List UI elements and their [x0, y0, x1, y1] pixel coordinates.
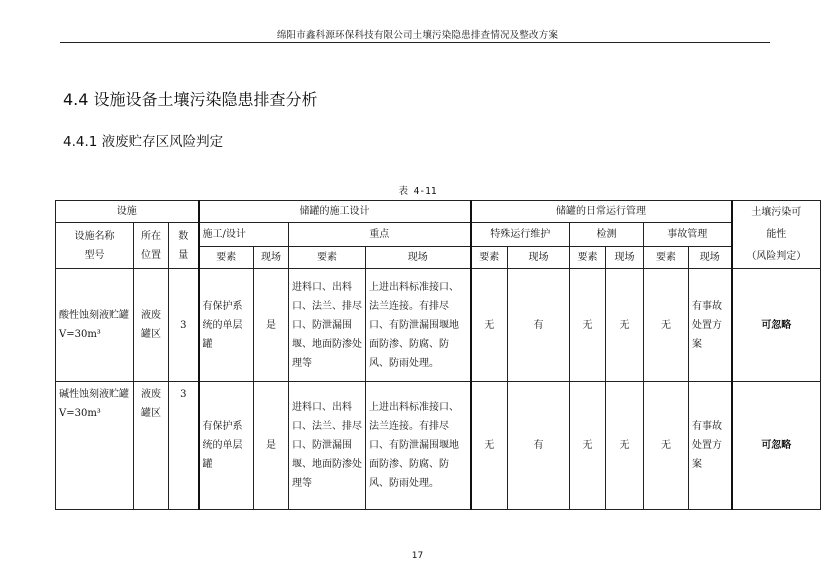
- cell-location: 液废罐区: [134, 269, 169, 382]
- risk-assessment-table: [55, 200, 821, 510]
- header-maintenance: 特殊运行维护: [471, 223, 570, 247]
- table-row: [56, 382, 821, 510]
- header-name: 设施名称 型号: [56, 223, 134, 269]
- cell-key-site: 上进出料标准接口、法兰连接。有排尽口、有防泄漏围堰地面防渗、防腐、防风、防雨处理。: [366, 382, 471, 510]
- subheader-site: 现场: [254, 247, 289, 269]
- cell-design-element: 有保护系统的单层罐: [199, 382, 254, 510]
- cell-name: 碱性蚀刻液贮罐 V=30m³: [56, 382, 134, 510]
- subheader-site: 现场: [689, 247, 732, 269]
- subheader-site: 现场: [366, 247, 471, 269]
- header-keypoints: 重点: [289, 223, 471, 247]
- cell-accident-site: 有事故处置方案: [689, 382, 732, 510]
- header-qty: 数 量: [169, 223, 199, 269]
- cell-key-element: 进料口、出料口、法兰、排尽口、防泄漏围堰、地面防渗处理等: [289, 269, 366, 382]
- cell-maint-element: 无: [471, 382, 508, 510]
- cell-key-element: 进料口、出料口、法兰、排尽口、防泄漏围堰、地面防渗处理等: [289, 382, 366, 510]
- table-caption: 表 4-11: [398, 186, 437, 197]
- table-row: [56, 269, 821, 382]
- cell-accident-site: 有事故处置方案: [689, 269, 732, 382]
- cell-location: 液废罐区: [134, 382, 169, 510]
- header-design: 施工/设计: [199, 223, 289, 247]
- cell-qty: 3: [169, 382, 199, 510]
- cell-design-element: 有保护系统的单层罐: [199, 269, 254, 382]
- subheader-element: 要素: [471, 247, 508, 269]
- cell-maint-site: 有: [508, 269, 570, 382]
- header-facility: 设施: [56, 201, 199, 223]
- subheader-site: 现场: [508, 247, 570, 269]
- subheader-element: 要素: [289, 247, 366, 269]
- cell-maint-site: 有: [508, 382, 570, 510]
- subheader-element: 要素: [570, 247, 606, 269]
- cell-accident-element: 无: [644, 269, 689, 382]
- header-accident: 事故管理: [644, 223, 732, 247]
- subheader-site: 现场: [606, 247, 644, 269]
- header-construction: 储罐的施工设计: [199, 201, 471, 223]
- page-number: 17: [411, 551, 424, 561]
- header-operation: 储罐的日常运行管理: [471, 201, 732, 223]
- cell-key-site: 上进出料标准接口、法兰连接。有排尽口、有防泄漏围堰地面防渗、防腐、防风、防雨处理。: [366, 269, 471, 382]
- cell-inspect-site: 无: [606, 382, 644, 510]
- cell-name: 酸性蚀刻液贮罐 V=30m³: [56, 269, 134, 382]
- cell-design-site: 是: [254, 269, 289, 382]
- cell-risk: 可忽略: [732, 382, 821, 510]
- cell-inspect-element: 无: [570, 382, 606, 510]
- document-header: 绵阳市鑫科源环保科技有限公司土壤污染隐患排查情况及整改方案: [276, 30, 559, 41]
- cell-design-site: 是: [254, 382, 289, 510]
- subheader-element: 要素: [644, 247, 689, 269]
- header-risk: 土壤污染可 能性 （风险判定）: [732, 201, 821, 269]
- cell-maint-element: 无: [471, 269, 508, 382]
- header-inspection: 检测: [570, 223, 644, 247]
- header-rule: [60, 42, 770, 43]
- cell-inspect-site: 无: [606, 269, 644, 382]
- section-title: 4.4 设施设备土壤污染隐患排查分析: [63, 90, 318, 109]
- subsection-title: 4.4.1 液废贮存区风险判定: [63, 134, 224, 150]
- cell-risk: 可忽略: [732, 269, 821, 382]
- subheader-element: 要素: [199, 247, 254, 269]
- header-location: 所在 位置: [134, 223, 169, 269]
- cell-inspect-element: 无: [570, 269, 606, 382]
- cell-accident-element: 无: [644, 382, 689, 510]
- cell-qty: 3: [169, 269, 199, 382]
